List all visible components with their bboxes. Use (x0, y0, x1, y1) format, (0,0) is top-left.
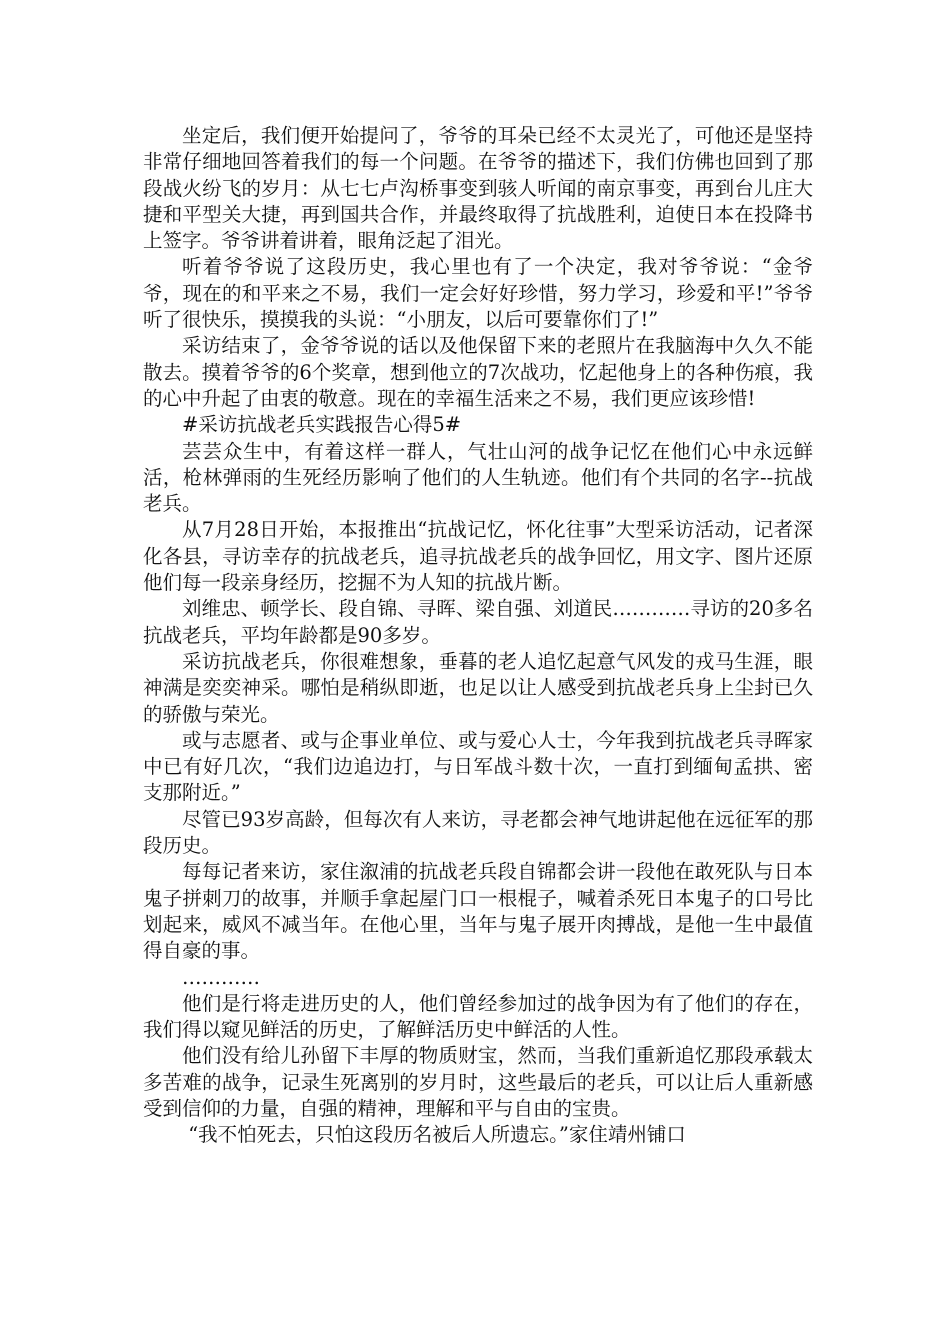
paragraph: 坐定后，我们便开始提问了，爷爷的耳朵已经不太灵光了，可他还是坚持非常仔细地回答着我们的每一个问题。在爷爷的描述下，我们仿佛也回到了那段战火纷飞的岁月：从七七卢沟桥事变到骇人听闻的南京事变，再到台儿庄大捷和平型关大捷，再到国共合作，并最终取得了抗战胜利，迫使日本在投降书上签字。爷爷讲着讲着，眼角泛起了泪光。 (143, 124, 813, 253)
paragraph: 或与志愿者、或与企事业单位、或与爱心人士，今年我到抗战老兵寻晖家中已有好几次，“我们边追边打，与日军战斗数十次，一直打到缅甸孟拱、密支那附近。” (143, 728, 813, 805)
paragraph: 从7月28日开始，本报推出“抗战记忆，怀化往事”大型采访活动，记者深化各县，寻访幸存的抗战老兵，追寻抗战老兵的战争回忆，用文字、图片还原他们每一段亲身经历，挖掘不为人知的抗战片断。 (143, 518, 813, 595)
paragraph: 每每记者来访，家住溆浦的抗战老兵段自锦都会讲一段他在敢死队与日本鬼子拼刺刀的故事，并顺手拿起屋门口一根棍子，喊着杀死日本鬼子的口号比划起来，威风不减当年。在他心里，当年与鬼子展开肉搏战，是他一生中最值得自豪的事。 (143, 860, 813, 963)
ellipsis-separator: ………… (182, 965, 260, 989)
paragraph: 采访结束了，金爷爷说的话以及他保留下来的老照片在我脑海中久久不能散去。摸着爷爷的6个奖章，想到他立的7次战功，忆起他身上的各种伤痕，我的心中升起了由衷的敬意。现在的幸福生活来之不易，我们更应该珍惜! (143, 334, 813, 410)
paragraph: 他们是行将走进历史的人，他们曾经参加过的战争因为有了他们的存在，我们得以窥见鲜活的历史，了解鲜活历史中鲜活的人性。 (143, 991, 813, 1042)
paragraph: 采访抗战老兵，你很难想象，垂暮的老人追忆起意气风发的戎马生涯，眼神满是奕奕神采。哪怕是稍纵即逝，也足以让人感受到抗战老兵身上尘封已久的骄傲与荣光。 (143, 649, 813, 726)
document-page (143, 123, 813, 1149)
section-heading: #采访抗战老兵实践报告心得5# (182, 413, 462, 437)
paragraph: “我不怕死去，只怕这段历名被后人所遗忘。”家住靖州铺口 (182, 1123, 686, 1147)
paragraph: 尽管已93岁高龄，但每次有人来访，寻老都会神气地讲起他在远征军的那段历史。 (143, 807, 813, 858)
paragraph: 他们没有给儿孙留下丰厚的物质财宝，然而，当我们重新追忆那段承载太多苦难的战争，记录生死离别的岁月时，这些最后的老兵，可以让后人重新感受到信仰的力量，自强的精神，理解和平与自由的宝贵。 (143, 1044, 813, 1120)
paragraph: 芸芸众生中，有着这样一群人，气壮山河的战争记忆在他们心中永远鲜活，枪林弹雨的生死经历影响了他们的人生轨迹。他们有个共同的名字--抗战老兵。 (143, 439, 813, 516)
paragraph: 听着爷爷说了这段历史，我心里也有了一个决定，我对爷爷说：“金爷爷，现在的和平来之不易，我们一定会好好珍惜，努力学习，珍爱和平!”爷爷听了很快乐，摸摸我的头说：“小朋友，以后可要靠你们了!” (143, 255, 813, 332)
paragraph: 刘维忠、顿学长、段自锦、寻晖、梁自强、刘道民…………寻访的20多名抗战老兵，平均年龄都是90多岁。 (143, 597, 813, 647)
